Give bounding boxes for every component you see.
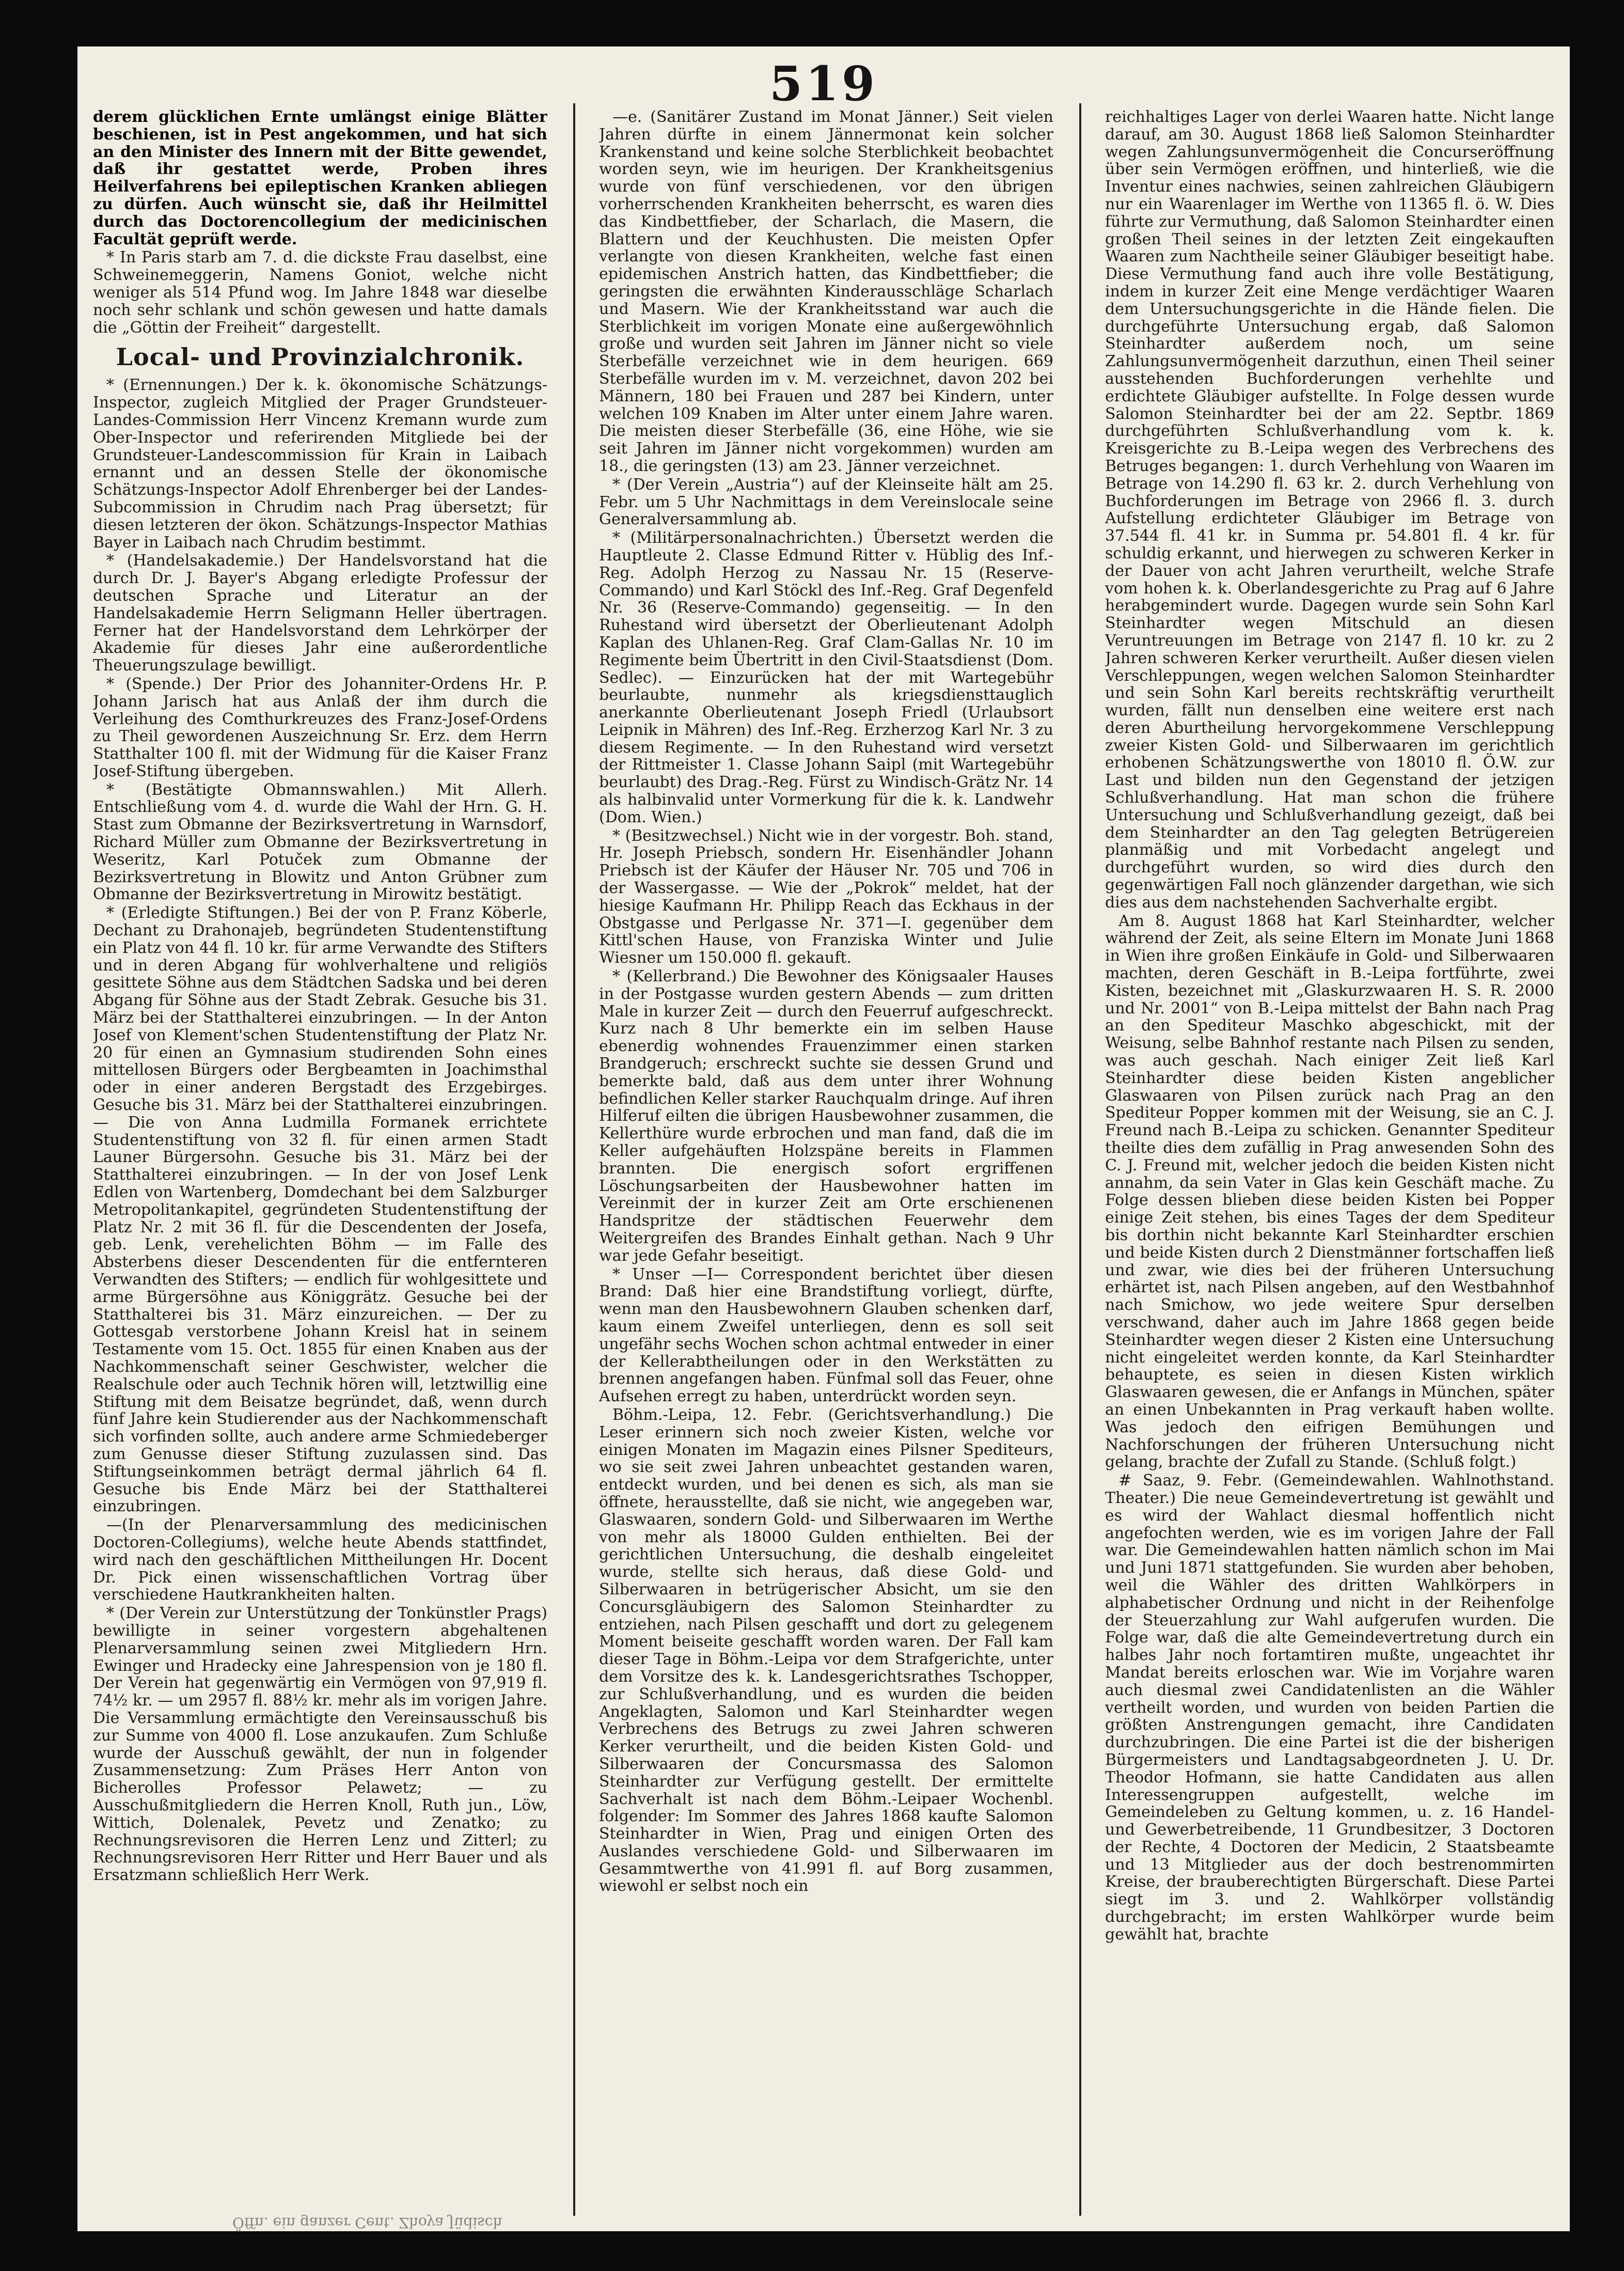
page-number: 519 <box>769 56 878 112</box>
article-paragraph: reichhaltiges Lager von derlei Waaren hatte. Nicht lange darauf, am 30. August 1868 ließ Salomon Steinhardter wegen Zahlungsunvermögenheit die Concurseröffnung über sein Vermögen eröffnen, und hinterließ, wie die Inventur eines nachwies, seinen zahlreichen Gläubigern nur ein Waarenlager im Werthe von 11365 fl. ö. W. Dies führte zur Vermuthung, daß Salomon Steinhardter einen großen Theil seines in der letzten Zeit eingekauften Waaren zum Nachtheile seiner Gläubiger beseitigt habe. Diese Vermuthung fand auch ihre volle Bestätigung, indem in kurzer Zeit eine Menge verdächtiger Waaren dem Untersuchungsgerichte in die Hände fielen. Die durchgeführte Untersuchung ergab, daß Salomon Steinhardter außerdem noch, um seine Zahlungsunvermögenheit darzuthun, einen Theil seiner ausstehenden Buchforderungen verhehlte und erdichtete Gläubiger aufstellte. In Folge dessen wurde Salomon Steinhardter bei der am 22. Septbr. 1869 durchgeführten Schlußverhandlung vom k. k. Kreisgerichte zu B.-Leipa wegen des Verbrechens des Betruges begangen: 1. durch Verhehlung von Waaren im Betrage von 14.290 fl. 63 kr. 2. durch Verhehlung von Buchforderungen im Betrage von 2966 fl. 3. durch Aufstellung erdichteter Gläubiger im Betrage von 37.544 fl. 41 kr. in Summa pr. 54.801 fl. 4 kr. für schuldig erkannt, und hierwegen zu schweren Kerker in der Dauer von acht Jahren verurtheilt, welche Strafe vom hohen k. k. Oberlandesgerichte zu Prag auf 6 Jahre herabgemindert wurde. Dagegen wurde sein Sohn Karl Steinhardter wegen Mitschuld an diesen Veruntreuungen im Betrage von 2147 fl. 10 kr. zu 2 Jahren schweren Kerker verurtheilt. Außer diesen vielen Verschleppungen, wegen welchen Salomon Steinhardter und sein Sohn Karl bereits rechtskräftig verurtheilt wurden, fällt nun denselben eine weitere erst nach deren Aburtheilung hervorgekommene Verschleppung zweier Kisten Gold- und Silberwaaren im gerichtlich erhobenen Schätzungswerthe von 18010 fl. Ö.W. zur Last und bilden nun den Gegenstand der jetzigen Schlußverhandlung. Hat man schon die frühere Untersuchung und Schlußverhandlung gezeigt, daß bei dem Steinhardter an den Tag gelegten Betrügereien planmäßig und mit Vorbedacht angelegt und durchgeführt wurden, so wird dies durch den gegenwärtigen Fall noch glänzender dargethan, wie sich dies aus dem nachstehenden Sachverhalte ergibt. <box>1105 108 1554 912</box>
article-paragraph: * (Ernennungen.) Der k. k. ökonomische Schätzungs-Inspector, zugleich Mitglied der Prager Grundsteuer-Landes-Commission Herr Vincenz Kremann wurde zum Ober-Inspector und referirenden Mitgliede bei der Grundsteuer-Landescommission für Krain in Laibach ernannt und an dessen Stelle der ökonomische Schätzungs-Inspector Adolf Ehrenberger bei der Landes-Subcommission in Chrudim nach Prag übersetzt; für diesen letzteren der ökon. Schätzungs-Inspector Mathias Bayer in Laibach nach Chrudim bestimmt. <box>93 376 547 552</box>
column-divider <box>573 103 575 2216</box>
column-divider <box>1079 103 1081 2216</box>
article-paragraph: * (Spende.) Der Prior des Johanniter-Ordens Hr. P. Johann Jarisch hat aus Anlaß der ihm durch die Verleihung des Comthurkreuzes des Franz-Josef-Ordens zu Theil gewordenen Auszeichnung Sr. Erz. dem Herrn Statthalter 100 fl. mit der Widmung für die Kaiser Franz Josef-Stiftung übergeben. <box>93 675 547 780</box>
article-paragraph: * (Handelsakademie.) Der Handelsvorstand hat die durch Dr. J. Bayer's Abgang erledigte Professur der deutschen Sprache und Literatur an der Handelsakademie Herrn Seligmann Heller übertragen. Ferner hat der Handelsvorstand dem Lehrkörper der Akademie für dieses Jahr eine außerordentliche Theuerungszulage bewilligt. <box>93 552 547 675</box>
newspaper-page <box>77 46 1570 2231</box>
column-3 <box>1105 108 1554 2205</box>
article-paragraph: —e. (Sanitärer Zustand im Monat Jänner.) Seit vielen Jahren dürfte in einem Jännermonat kein solcher Krankenstand und keine solche Sterblichkeit beobachtet worden seyn, wie im heurigen. Der Krankheitsgenius wurde von fünf verschiedenen, vor den übrigen vorherrschenden Krankheiten beherrscht, es waren dies das Kindbettfieber, der Scharlach, die Masern, die Blattern und der Keuchhusten. Die meisten Opfer verlangte von diesen Krankheiten, welche fast einen epidemischen Anstrich hatten, das Kindbettfieber; die geringsten die erwähnten Kinderausschläge Scharlach und Masern. Wie der Krankheitsstand war auch die Sterblichkeit im vorigen Monate eine außergewöhnlich große und wurden seit Jahren im Jänner nicht so viele Sterbefälle verzeichnet wie in dem heurigen. 669 Sterbefälle wurden im v. M. verzeichnet, davon 202 bei Männern, 180 bei Frauen und 287 bei Kindern, unter welchen 109 Knaben im Alter unter einem Jahre waren. Die meisten dieser Sterbefälle (36, eine Höhe, wie sie seit Jahren im Jänner nicht vorgekommen) wurden am 18., die geringsten (13) am 23. Jänner verzeichnet. <box>599 108 1053 475</box>
column-1 <box>93 108 547 2205</box>
article-paragraph: * (Der Verein „Austria“) auf der Kleinseite hält am 25. Febr. um 5 Uhr Nachmittags in dem Vereinslocale seine Generalversammlung ab. <box>599 475 1053 529</box>
bleed-through-text: Öffn. ein ganzer Cent. Zhoya Jüdisch <box>232 2214 502 2231</box>
article-paragraph: * (Militärpersonalnachrichten.) Übersetzt werden die Hauptleute 2. Classe Edmund Ritter v. Hüblig des Inf.-Reg. Adolph Herzog zu Nassau Nr. 15 (Reserve-Commando) und Karl Stöckl des Inf.-Reg. Graf Degenfeld Nr. 36 (Reserve-Commando) gegenseitig. — In den Ruhestand wird übersetzt der Oberlieutenant Adolph Kaplan des Uhlanen-Reg. Graf Clam-Gallas Nr. 10 im Regimente beim Übertritt in den Civil-Staatsdienst (Dom. Sedlec). — Einzurücken hat der mit Wartegebühr beurlaubte, nunmehr als kriegsdiensttauglich anerkannte Oberlieutenant Joseph Friedl (Urlaubsort Leipnik in Mähren) des Inf.-Reg. Erzherzog Karl Nr. 3 zu diesem Regimente. — In den Ruhestand wird versetzt der Rittmeister 1. Classe Johann Saipl (mit Wartegebühr beurlaubt) des Drag.-Reg. Fürst zu Windisch-Grätz Nr. 14 als halbinvalid unter Vormerkung für die k. k. Landwehr (Dom. Wien.) <box>599 529 1053 826</box>
article-paragraph: Böhm.-Leipa, 12. Febr. (Gerichtsverhandlung.) Die Leser erinnern sich noch zweier Kisten, welche vor einigen Monaten im Magazin eines Pilsner Spediteurs, wo sie seit zwei Jahren unbeachtet gestanden waren, entdeckt wurden, und bei denen es sich, als man sie öffnete, herausstellte, daß sie nicht, wie angegeben war, Glaswaaren, sondern Gold- und Silberwaaren im Werthe von mehr als 18000 Gulden enthielten. Bei der gerichtlichen Untersuchung, die deshalb eingeleitet wurde, stellte sich heraus, daß diese Gold- und Silberwaaren in betrügerischer Absicht, um sie den Concursgläubigern des Salomon Steinhardter zu entziehen, nach Pilsen geschafft und dort zu gelegenem Moment beiseite geschafft worden waren. Der Fall kam dieser Tage in Böhm.-Leipa vor dem Strafgerichte, unter dem Vorsitze des k. k. Landesgerichtsrathes Tschopper, zur Schlußverhandlung, und es wurden die beiden Angeklagten, Salomon und Karl Steinhardter wegen Verbrechens des Betrugs zu zwei Jahren schweren Kerker verurtheilt, und die beiden Kisten Gold- und Silberwaaren der Concursmassa des Salomon Steinhardter zur Verfügung gestellt. Der ermittelte Sachverhalt ist nach dem Böhm.-Leipaer Wochenbl. folgender: Im Sommer des Jahres 1868 kaufte Salomon Steinhardter in Wien, Prag und einigen Orten des Auslandes verschiedene Gold- und Silberwaaren im Gesammtwerthe von 41.991 fl. auf Borg zusammen, wiewohl er selbst noch ein <box>599 1405 1053 1896</box>
article-paragraph: # Saaz, 9. Febr. (Gemeindewahlen. Wahlnothstand. Theater.) Die neue Gemeindevertretung ist gewählt und es wird der Wahlact diesmal hoffentlich nicht angefochten werden, wie es im vorigen Jahre der Fall war. Die Gemeindewahlen hatten nämlich schon im Mai und Juni 1871 stattgefunden. Sie wurden aber behoben, weil die Wähler des dritten Wahlkörpers in alphabetischer Ordnung und nicht in der Reihenfolge der Steuerzahlung zur Wahl aufgerufen wurden. Die Folge war, daß die alte Gemeindevertretung durch ein halbes Jahr noch fortamtiren mußte, ungeachtet ihr Mandat bereits erloschen war. Wie im Vorjahre waren auch diesmal zwei Candidatenlisten an die Wähler vertheilt worden, und wurden von beiden Partien die größten Anstrengungen gemacht, ihre Candidaten durchzubringen. Die eine Partei ist die der bisherigen Bürgermeisters und Landtagsabgeordneten J. U. Dr. Theodor Hofmann, sie hatte Candidaten aus allen Interessengruppen aufgestellt, welche im Gemeindeleben zu Geltung kommen, u. z. 16 Handel- und Gewerbetreibende, 11 Grundbesitzer, 3 Doctoren der Rechte, 4 Doctoren der Medicin, 2 Staatsbeamte und 13 Mitglieder aus der doch bestrenommirten Kreise, der brauberechtigten Bürgerschaft. Diese Partei siegt im 3. und 2. Wahlkörper vollständig durchgebracht; im ersten Wahlkörper wurde beim gewählt hat, brachte <box>1105 1471 1554 1944</box>
article-paragraph: * (Erledigte Stiftungen.) Bei der von P. Franz Köberle, Dechant zu Drahonajeb, begründeten Studentenstiftung ein Platz von 44 fl. 10 kr. für arme Verwandte des Stifters und in deren Abgang für wohlverhaltene und religiös gesittete Söhne aus dem Städtchen Sadska und bei deren Abgang für Söhne aus der Stadt Zebrak. Gesuche bis 31. März bei der Statthalterei einzubringen. — In der Anton Josef von Klement'schen Studentenstiftung der Platz Nr. 20 für einen an Gymnasium studirenden Sohn eines mittellosen Bürgers oder Bergbeamten in Joachimsthal oder in einer anderen Bergstadt des Erzgebirges. Gesuche bis 31. März bei der Statthalterei einzubringen. — Die von Anna Ludmilla Formanek errichtete Studentenstiftung von 32 fl. für einen armen Stadt Launer Bürgersohn. Gesuche bis 31. März bei der Statthalterei einzubringen. — In der von Josef Lenk Edlen von Wartenberg, Domdechant bei dem Salzburger Metropolitankapitel, gegründeten Studentenstiftung der Platz Nr. 2 mit 36 fl. für die Descendenten der Josefa, geb. Lenk, verehelichten Böhm — im Falle des Absterbens dieser Descendenten für die entfernteren Verwandten des Stifters; — endlich für wohlgesittete und arme Bürgersöhne aus Königgrätz. Gesuche bei der Statthalterei bis 31. März einzureichen. — Der zu Gottesgab verstorbene Johann Kreisl hat in seinem Testamente vom 15. Oct. 1855 für einen Knaben aus der Nachkommenschaft seiner Geschwister, welcher die Realschule oder auch Technik hören will, letztwillig eine Stiftung mit dem Beisatze begründet, daß, wenn durch fünf Jahre kein Studierender aus der Nachkommenschaft sich vorfinden sollte, auch andere arme Schmiedeberger zum Genusse dieser Stiftung zuzulassen sind. Das Stiftungseinkommen beträgt dermal jährlich 64 fl. Gesuche bis Ende März bei der Statthalterei einzubringen. <box>93 904 547 1516</box>
section-heading: Local- und Provinzialchronik. <box>116 343 525 371</box>
article-paragraph: * (Bestätigte Obmannswahlen.) Mit Allerh. Entschließung vom 4. d. wurde die Wahl der Hrn. G. H. Stast zum Obmanne der Bezirksvertretung in Warnsdorf, Richard Müller zum Obmanne der Bezirksvertretung in Weseritz, Karl Potuček zum Obmanne der Bezirksvertretung in Blowitz und Anton Grübner zum Obmanne der Bezirksvertretung in Mirowitz bestätigt. <box>93 780 547 904</box>
article-paragraph: * (Kellerbrand.) Die Bewohner des Königsaaler Hauses in der Postgasse wurden gestern Abends — zum dritten Male in kurzer Zeit — durch den Feuerruf aufgeschreckt. Kurz nach 8 Uhr bemerkte ein im selben Hause ebenerdig wohnendes Frauenzimmer einen starken Brandgeruch; erschreckt suchte sie dessen Grund und bemerkte bald, daß aus dem unter ihrer Wohnung befindlichen Keller starker Rauchqualm dringe. Auf ihren Hilferuf eilten die übrigen Hausbewohner zusammen, die Kellerthüre wurde erbrochen und man fand, daß die im Keller aufgehäuften Holzspäne bereits in Flammen brannten. Die energisch sofort ergriffenen Löschungsarbeiten der Hausbewohner hatten im Vereinmit der in kurzer Zeit am Orte erschienenen Handspritze der städtischen Feuerwehr dem Weitergreifen des Brandes Einhalt gethan. Nach 9 Uhr war jede Gefahr beseitigt. <box>599 967 1053 1265</box>
column-2 <box>599 108 1053 2205</box>
article-paragraph: derem glücklichen Ernte umlängst einige Blätter beschienen, ist in Pest angekommen, und hat sich an den Minister des Innern mit der Bitte gewendet, daß ihr gestattet werde, Proben ihres Heilverfahrens bei epileptischen Kranken abliegen zu dürfen. Auch wünscht sie, daß ihr Heilmittel durch das Doctorencollegium der medicinischen Facultät geprüft werde. <box>93 108 547 248</box>
article-paragraph: * Unser —I— Correspondent berichtet über diesen Brand: Daß hier eine Brandstiftung vorliegt, dürfte, wenn man den Hausbewohnern Glauben schenken darf, kaum einem Zweifel unterliegen, denn es soll seit ungefähr sechs Wochen schon achtmal entweder in einer der Kellerabtheilungen oder in den Werkstätten zu brennen angefangen haben. Fünfmal soll das Feuer, ohne Aufsehen erregt zu haben, unterdrückt worden seyn. <box>599 1265 1053 1406</box>
article-paragraph: * In Paris starb am 7. d. die dickste Frau daselbst, eine Schweinemeggerin, Namens Goniot, welche nicht weniger als 514 Pfund wog. Im Jahre 1848 war dieselbe noch sehr schlank und schön gewesen und hatte damals die „Göttin der Freiheit“ dargestellt. <box>93 248 547 337</box>
article-paragraph: Am 8. August 1868 hat Karl Steinhardter, welcher während der Zeit, als seine Eltern im Monate Juni 1868 in Wien ihre großen Einkäufe in Gold- und Silberwaaren machten, deren Geschäft in B.-Leipa fortführte, zwei Kisten, bezeichnet mit „Glaskurzwaaren H. S. R. 2000 und Nr. 2001“ von B.-Leipa mittelst der Bahn nach Prag an den Spediteur Maschko abgeschickt, mit der Weisung, selbe Bahnhof restante nach Pilsen zu senden, was auch geschah. Nach einiger Zeit ließ Karl Steinhardter diese beiden Kisten angeblicher Glaswaaren von Pilsen zurück nach Prag an den Spediteur Popper kommen mit der Weisung, sie an C. J. Freund nach B.-Leipa zu schicken. Genannter Spediteur theilte dies dem zufällig in Prag anwesenden Sohn des C. J. Freund mit, welcher jedoch die beiden Kisten nicht annahm, da sein Vater in Glas kein Geschäft mache. Zu Folge dessen blieben diese beiden Kisten bei Popper einige Zeit stehen, bis eines Tages der dem Spediteur bis dorthin nicht bekannte Karl Steinhardter erschien und beide Kisten durch 2 Dienstmänner fortschaffen ließ und zwar, wie dies bei der früheren Untersuchung erhärtet ist, nach Pilsen angeben, auf den Westbahnhof nach Smichow, wo jede weitere Spur derselben verschwand, daher auch im Jahre 1868 gegen beide Steinhardter wegen dieser 2 Kisten eine Untersuchung nicht eingeleitet werden konnte, da Karl Steinhardter behauptete, es seien in diesen Kisten wirklich Glaswaaren gewesen, die er Anfangs in München, später an einen Unbekannten in Prag verkauft haben wollte. Was jedoch den eifrigen Bemühungen und Nachforschungen der früheren Untersuchung nicht gelang, brachte der Zufall zu Stande. (Schluß folgt.) <box>1105 912 1554 1471</box>
article-paragraph: * (Besitzwechsel.) Nicht wie in der vorgestr. Boh. stand, Hr. Joseph Priebsch, sondern Hr. Eisenhändler Johann Priebsch ist der Käufer der Häuser Nr. 705 und 706 in der Wassergasse. — Wie der „Pokrok“ meldet, hat der hiesige Kaufmann Hr. Philipp Reach das Eckhaus in der Obstgasse und Perlgasse Nr. 371—I. gegenüber dem Kittl'schen Hause, von Franziska Winter und Julie Wiesner um 150.000 fl. gekauft. <box>599 826 1053 967</box>
article-paragraph: —(In der Plenarversammlung des medicinischen Doctoren-Collegiums), welche heute Abends stattfindet, wird nach den geschäftlichen Mittheilungen Hr. Docent Dr. Pick einen wissenschaftlichen Vortrag über verschiedene Hautkrankheiten halten. <box>93 1516 547 1604</box>
article-paragraph: * (Der Verein zur Unterstützung der Tonkünstler Prags) bewilligte in seiner vorgestern abgehaltenen Plenarversammlung seinen zwei Mitgliedern Hrn. Ewinger und Hradecky eine Jahrespension von je 180 fl. Der Verein hat gegenwärtig ein Vermögen von 97,919 fl. 74½ kr. — um 2957 fl. 88½ kr. mehr als im vorigen Jahre. Die Versammlung ermächtigte den Vereinsausschuß bis zur Summe von 4000 fl. Lose anzukaufen. Zum Schluße wurde der Ausschuß gewählt, der nun in folgender Zusammensetzung: Zum Präses Herr Anton von Bicherolles Professor Pelawetz; — zu Ausschußmitgliedern die Herren Knoll, Ruth jun., Löw, Wittich, Dolenalek, Pevetz und Zenatko; zu Rechnungsrevisoren die Herren Lenz und Zitterl; zu Rechnungsrevisoren Herr Ritter und Herr Bauer und als Ersatzmann schließlich Herr Werk. <box>93 1604 547 1885</box>
